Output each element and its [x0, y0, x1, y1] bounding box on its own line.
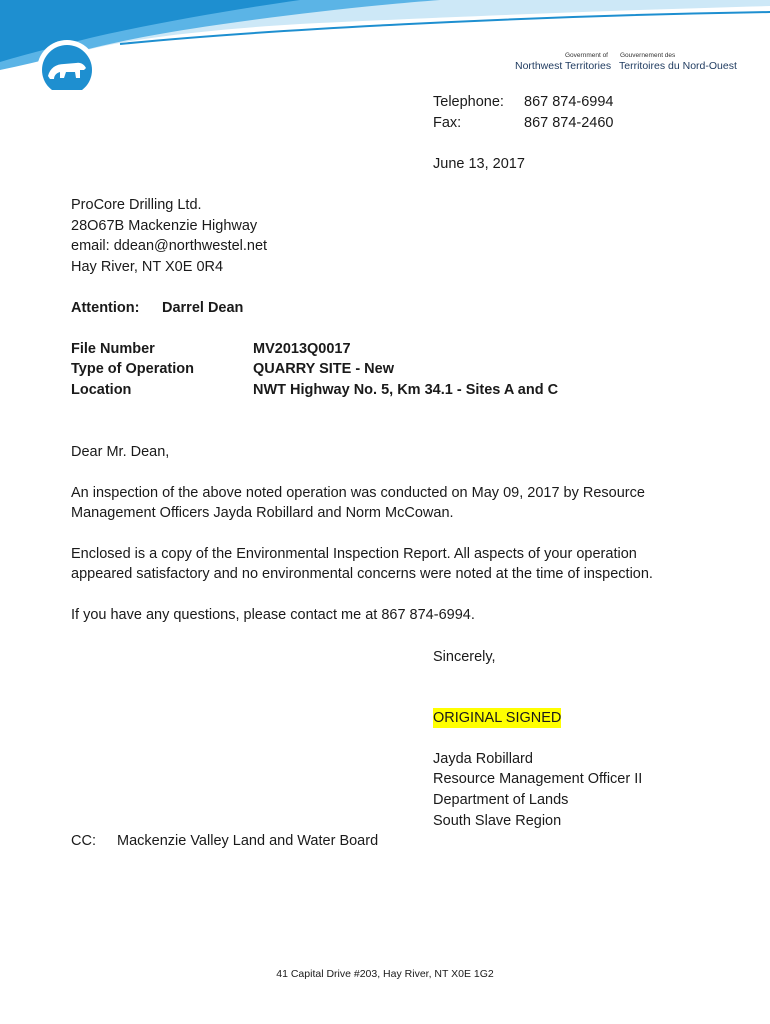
recipient-line: ProCore Drilling Ltd. — [71, 197, 202, 213]
signer-line: Jayda Robillard — [433, 751, 533, 767]
body-paragraph-2-line: appeared satisfactory and no environmental concerns were noted at the time of inspection. — [71, 566, 653, 582]
body-paragraph-3: If you have any questions, please contact me at 867 874-6994. — [71, 607, 475, 623]
cc-value: Mackenzie Valley Land and Water Board — [117, 833, 379, 849]
gov-fr-small: Gouvernement des — [620, 52, 676, 59]
gov-en-small: Government of — [565, 52, 608, 59]
recipient-line: Hay River, NT X0E 0R4 — [71, 259, 224, 275]
fax-label: Fax: — [433, 115, 462, 131]
attention-name: Darrel Dean — [162, 300, 244, 316]
body-paragraph-1-line: Management Officers Jayda Robillard and Norm McCowan. — [71, 505, 454, 521]
salutation: Dear Mr. Dean, — [71, 444, 170, 460]
detail-label: Location — [71, 382, 132, 398]
gov-en-name: Northwest Territories — [515, 60, 612, 72]
letter-date: June 13, 2017 — [433, 156, 525, 172]
cc-label: CC: — [71, 833, 96, 849]
body-paragraph-1-line: An inspection of the above noted operation was conducted on May 09, 2017 by Resource — [71, 485, 645, 501]
detail-value: QUARRY SITE - New — [253, 361, 394, 377]
header-banner — [0, 0, 770, 90]
signer-line: South Slave Region — [433, 813, 562, 829]
signer-line: Resource Management Officer II — [433, 771, 643, 787]
attention-label: Attention: — [71, 300, 140, 316]
fax-value: 867 874-2460 — [524, 115, 614, 131]
detail-value: MV2013Q0017 — [253, 341, 351, 357]
detail-label: File Number — [71, 341, 155, 357]
gov-fr-name: Territoires du Nord-Ouest — [619, 60, 737, 72]
footer-address: 41 Capital Drive #203, Hay River, NT X0E 1G2 — [276, 968, 494, 980]
recipient-line: email: ddean@northwestel.net — [71, 238, 268, 254]
body-paragraph-2-line: Enclosed is a copy of the Environmental Inspection Report. All aspects of your operation — [71, 546, 637, 562]
signer-line: Department of Lands — [433, 792, 569, 808]
recipient-line: 28O67B Mackenzie Highway — [71, 218, 258, 234]
closing: Sincerely, — [433, 649, 496, 665]
telephone-value: 867 874-6994 — [524, 94, 614, 110]
original-signed-note: ORIGINAL SIGNED — [433, 710, 562, 726]
detail-value: NWT Highway No. 5, Km 34.1 - Sites A and C — [253, 382, 559, 398]
detail-label: Type of Operation — [71, 361, 194, 377]
telephone-label: Telephone: — [433, 94, 504, 110]
